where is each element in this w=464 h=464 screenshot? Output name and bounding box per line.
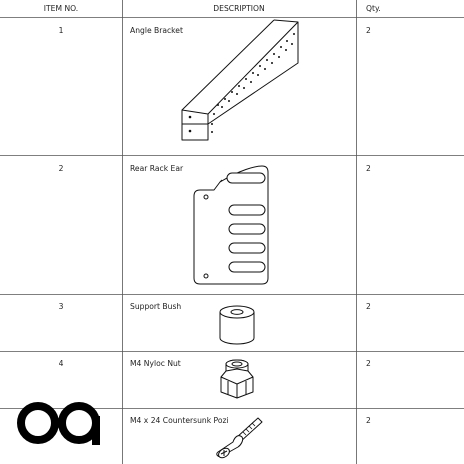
row-2-item-no: 2 <box>58 164 64 173</box>
brand-logo-icon <box>16 398 106 448</box>
row-4-item-no: 4 <box>58 359 64 368</box>
row-3-description: Support Bush <box>130 302 182 311</box>
row-2-description: Rear Rack Ear <box>130 164 184 173</box>
row-5-qty: 2 <box>366 416 371 425</box>
row-5-description: M4 x 24 Countersunk Pozi <box>130 416 229 425</box>
row-4-description: M4 Nyloc Nut <box>130 359 181 368</box>
row-1-item-no: 1 <box>58 26 64 35</box>
angle-bracket-icon <box>182 20 298 140</box>
row-3-qty: 2 <box>366 302 371 311</box>
row-3-item-no: 3 <box>58 302 64 311</box>
row-1-description: Angle Bracket <box>130 26 183 35</box>
header-item-no: ITEM NO. <box>43 4 79 13</box>
row-4-qty: 2 <box>366 359 371 368</box>
support-bush-icon <box>220 306 254 344</box>
nyloc-nut-icon <box>221 360 253 398</box>
rear-rack-ear-icon <box>194 166 268 284</box>
header-description: DESCRIPTION <box>213 4 265 13</box>
header-qty: Qty. <box>366 4 381 13</box>
row-2-qty: 2 <box>366 164 371 173</box>
row-1-qty: 2 <box>366 26 371 35</box>
